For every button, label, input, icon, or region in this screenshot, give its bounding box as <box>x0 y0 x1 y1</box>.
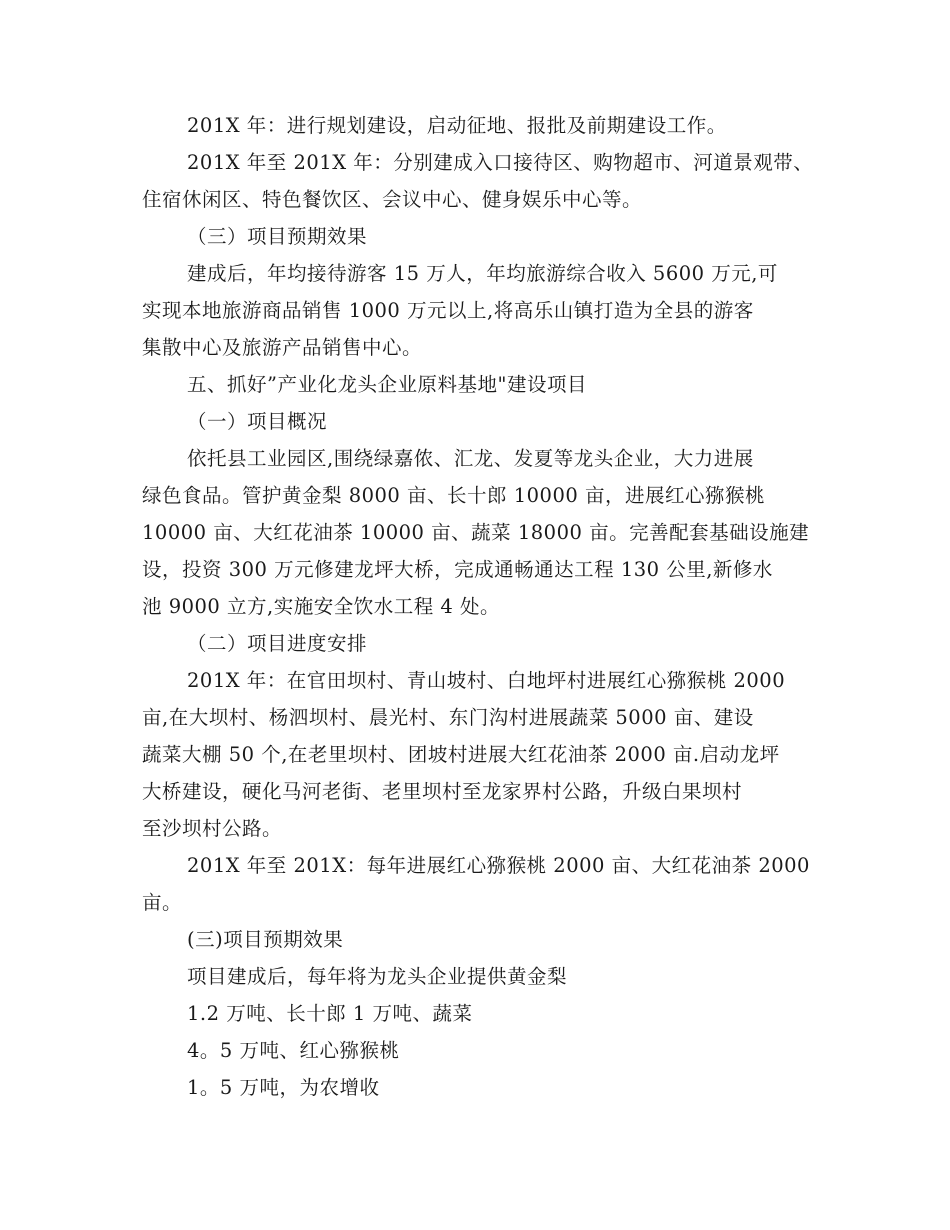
paragraph-line: 依托县工业园区,围绕绿嘉侬、汇龙、发夏等龙头企业，大力进展 <box>187 447 754 470</box>
section-heading: （二）项目进度安排 <box>187 632 368 655</box>
paragraph-line: 至沙坝村公路。 <box>142 817 283 840</box>
paragraph-line: 4。5 万吨、红心猕猴桃 <box>187 1039 400 1062</box>
paragraph-line: 项目建成后，每年将为龙头企业提供黄金梨 <box>187 965 568 988</box>
paragraph-line: 大桥建设，硬化马河老街、老里坝村至龙家界村公路，升级白果坝村 <box>142 780 743 803</box>
section-heading: 五、抓好”产业化龙头企业原料基地"建设项目 <box>187 373 587 396</box>
paragraph-line: 住宿休闲区、特色餐饮区、会议中心、健身娱乐中心等。 <box>142 188 643 211</box>
paragraph-line: 201X 年至 201X 年：分别建成入口接待区、购物超市、河道景观带、 <box>187 151 814 174</box>
section-heading: (三)项目预期效果 <box>187 928 344 951</box>
section-heading: （三）项目预期效果 <box>187 225 368 248</box>
paragraph-line: 1。5 万吨，为农增收 <box>187 1076 380 1099</box>
paragraph-line: 蔬菜大棚 50 个,在老里坝村、团坡村进展大红花油茶 2000 亩.启动龙坪 <box>142 743 780 766</box>
paragraph-line: 池 9000 立方,实施安全饮水工程 4 处。 <box>142 595 501 618</box>
paragraph-line: 201X 年：在官田坝村、青山坡村、白地坪村进展红心猕猴桃 2000 <box>187 669 786 692</box>
paragraph-line: 1.2 万吨、长十郎 1 万吨、蔬菜 <box>187 1002 473 1025</box>
paragraph-line: 实现本地旅游商品销售 1000 万元以上,将高乐山镇打造为全县的游客 <box>142 299 754 322</box>
paragraph-line: 集散中心及旅游产品销售中心。 <box>142 336 423 359</box>
paragraph-line: 设，投资 300 万元修建龙坪大桥，完成通畅通达工程 130 公里,新修水 <box>142 558 773 581</box>
paragraph-line: 绿色食品。管护黄金梨 8000 亩、长十郎 10000 亩，进展红心猕猴桃 <box>142 484 765 507</box>
paragraph-line: 201X 年至 201X：每年进展红心猕猴桃 2000 亩、大红花油茶 2000 <box>187 854 810 877</box>
paragraph-line: 10000 亩、大红花油茶 10000 亩、蔬菜 18000 亩。完善配套基础设施建 <box>142 521 810 544</box>
paragraph-line: 亩。 <box>142 891 183 914</box>
paragraph-line: 亩,在大坝村、杨泗坝村、晨光村、东门沟村进展蔬菜 5000 亩、建设 <box>142 706 754 729</box>
section-heading: （一）项目概况 <box>187 410 328 433</box>
paragraph-line: 建成后，年均接待游客 15 万人，年均旅游综合收入 5600 万元,可 <box>187 262 778 285</box>
paragraph-line: 201X 年：进行规划建设，启动征地、报批及前期建设工作。 <box>187 114 727 137</box>
